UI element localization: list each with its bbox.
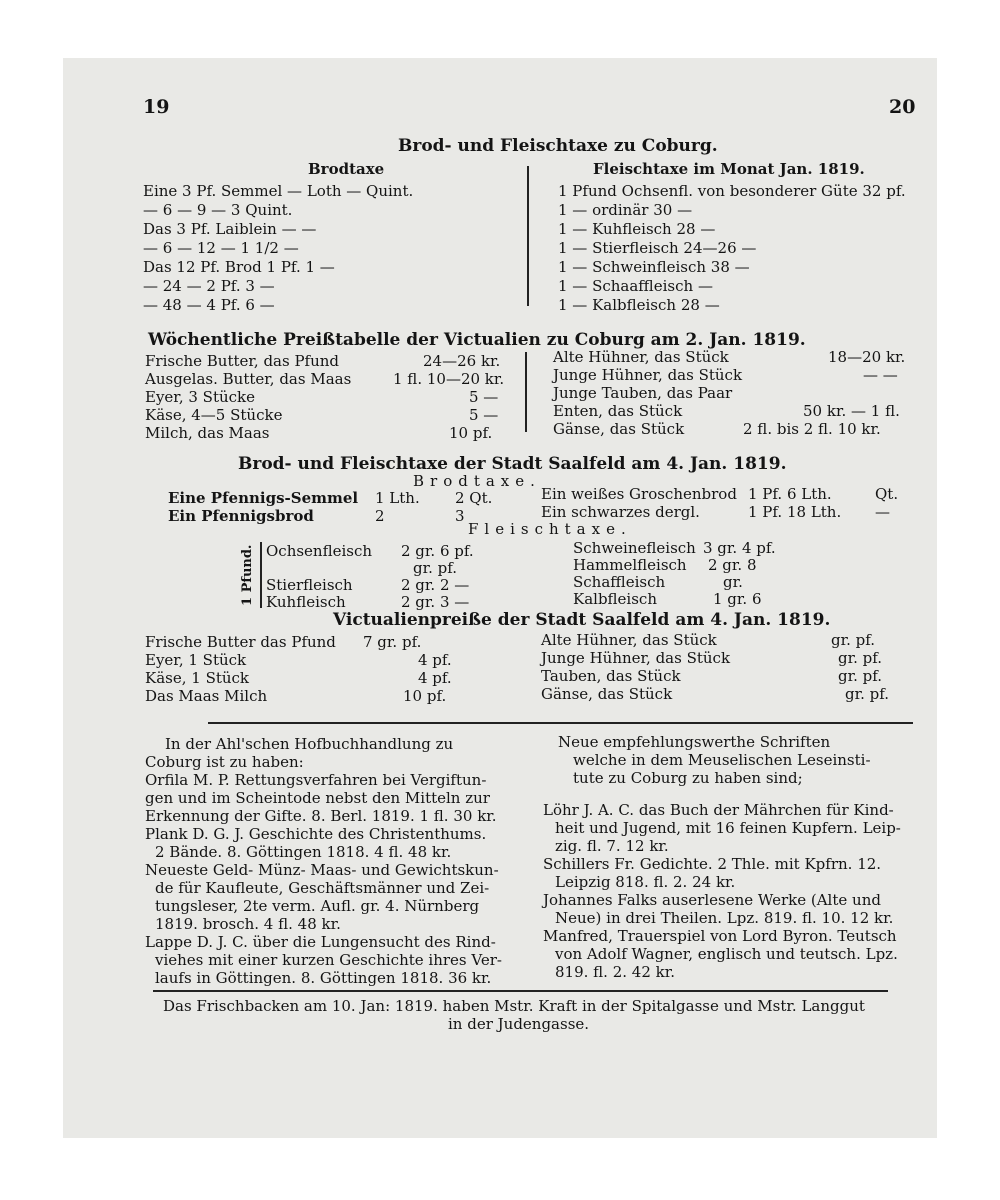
weekly-price: — — bbox=[863, 366, 898, 384]
saalfeld-victuals-title: Victualienpreiße der Stadt Saalfeld am 4. Jan. 1819. bbox=[333, 610, 831, 630]
saalfeld-meat-price: gr. bbox=[723, 573, 743, 591]
victual-price: 4 pf. bbox=[418, 669, 452, 687]
saalfeld-bread-item: Ein Pfennigsbrod bbox=[168, 507, 314, 525]
pfund-label: 1 Pfund. bbox=[240, 544, 255, 606]
book-ad-line: tute zu Coburg zu haben sind; bbox=[573, 769, 803, 787]
meat-row: 1 — Schweinfleisch 38 — bbox=[558, 258, 750, 276]
coburg-weekly-title: Wöchentliche Preißtabelle der Victualien zu Coburg am 2. Jan. 1819. bbox=[148, 330, 806, 350]
section-rule bbox=[208, 722, 913, 724]
book-ad-line: Lappe D. J. C. über die Lungensucht des Rind- bbox=[145, 933, 496, 951]
saalfeld-bread-v2: 2 Qt. bbox=[455, 489, 493, 507]
coburg-tax-title: Brod- und Fleischtaxe zu Coburg. bbox=[398, 136, 718, 156]
weekly-item: Junge Tauben, das Paar bbox=[553, 384, 733, 402]
weekly-price: 50 kr. — 1 fl. bbox=[803, 402, 900, 420]
victual-price: 10 pf. bbox=[403, 687, 447, 705]
victual-price: gr. pf. bbox=[831, 631, 876, 649]
saalfeld-meat-heading: Fleischtaxe. bbox=[468, 520, 632, 538]
saalfeld-meat-item: Kalbfleisch bbox=[573, 590, 657, 608]
victual-item: Eyer, 1 Stück bbox=[145, 651, 247, 669]
victual-price: 7 gr. pf. bbox=[363, 633, 422, 651]
saalfeld-meat-price: 1 gr. 6 bbox=[713, 590, 762, 608]
saalfeld-meat-item: Schaffleisch bbox=[573, 573, 666, 591]
saalfeld-meat-item: Stierfleisch bbox=[266, 576, 353, 594]
book-ad-line: In der Ahl'schen Hofbuchhandlung zu bbox=[165, 735, 454, 753]
book-ad-line: Schillers Fr. Gedichte. 2 Thle. mit Kpfrn. 12. bbox=[543, 855, 882, 873]
weekly-price: 5 — bbox=[469, 406, 499, 424]
weekly-price: 5 — bbox=[469, 388, 499, 406]
meat-row: 1 — Stierfleisch 24—26 — bbox=[558, 239, 757, 257]
victual-price: gr. pf. bbox=[838, 649, 883, 667]
saalfeld-bread-v1: 1 Pf. 18 Lth. bbox=[748, 503, 842, 521]
column-divider bbox=[525, 352, 527, 432]
meat-row: 1 — ordinär 30 — bbox=[558, 201, 693, 219]
saalfeld-meat-item: Schweinefleisch bbox=[573, 539, 696, 557]
saalfeld-bread-item: Ein schwarzes dergl. bbox=[541, 503, 700, 521]
saalfeld-bread-heading: Brodtaxe. bbox=[413, 472, 541, 490]
bread-row: Eine 3 Pf. Semmel — Loth — Quint. bbox=[143, 182, 414, 200]
victual-price: 4 pf. bbox=[418, 651, 452, 669]
weekly-item: Frische Butter, das Pfund bbox=[145, 352, 340, 370]
bread-row: Das 12 Pf. Brod 1 Pf. 1 — bbox=[143, 258, 335, 276]
baking-notice: Das Frischbacken am 10. Jan: 1819. haben Mstr. Kraft in der Spitalgasse und Mstr. Langgut bbox=[163, 997, 865, 1015]
book-ad-line: Erkennung der Gifte. 8. Berl. 1819. 1 fl. 30 kr. bbox=[145, 807, 497, 825]
weekly-item: Alte Hühner, das Stück bbox=[553, 348, 729, 366]
saalfeld-bread-item: Ein weißes Groschenbrod bbox=[541, 485, 737, 503]
saalfeld-meat-item: Hammelfleisch bbox=[573, 556, 687, 574]
book-ad-line: Plank D. G. J. Geschichte des Christenthums. bbox=[145, 825, 487, 843]
weekly-price: 2 fl. bis 2 fl. 10 kr. bbox=[743, 420, 881, 438]
weekly-price: 1 fl. 10—20 kr. bbox=[393, 370, 505, 388]
meat-row: 1 — Kuhfleisch 28 — bbox=[558, 220, 716, 238]
victual-item: Junge Hühner, das Stück bbox=[541, 649, 731, 667]
saalfeld-meat-price: 3 gr. 4 pf. bbox=[703, 539, 776, 557]
book-ad-line: 819. fl. 2. 42 kr. bbox=[555, 963, 676, 981]
book-ad-line: zig. fl. 7. 12 kr. bbox=[555, 837, 669, 855]
saalfeld-meat-item: Ochsenfleisch bbox=[266, 542, 373, 560]
victual-item: Frische Butter das Pfund bbox=[145, 633, 336, 651]
saalfeld-tax-title: Brod- und Fleischtaxe der Stadt Saalfeld am 4. Jan. 1819. bbox=[238, 454, 787, 474]
bread-row: — 6 — 9 — 3 Quint. bbox=[143, 201, 293, 219]
bread-row: Das 3 Pf. Laiblein — — bbox=[143, 220, 317, 238]
victual-item: Tauben, das Stück bbox=[541, 667, 681, 685]
bread-row: — 6 — 12 — 1 1/2 — bbox=[143, 239, 299, 257]
meat-row: 1 Pfund Ochsenfl. von besonderer Güte 32 pf. bbox=[558, 182, 906, 200]
book-ad-line: tungsleser, 2te verm. Aufl. gr. 4. Nürnberg bbox=[155, 897, 480, 915]
bread-tax-heading: Brodtaxe bbox=[308, 160, 385, 178]
saalfeld-meat-price: 2 gr. 2 — bbox=[401, 576, 470, 594]
footer-rule bbox=[153, 990, 888, 992]
book-ad-line: Orfila M. P. Rettungsverfahren bei Vergiftun- bbox=[145, 771, 487, 789]
book-ad-line: de für Kaufleute, Geschäftsmänner und Zei- bbox=[155, 879, 490, 897]
weekly-item: Gänse, das Stück bbox=[553, 420, 685, 438]
victual-price: gr. pf. bbox=[845, 685, 890, 703]
book-ad-line: von Adolf Wagner, englisch und teutsch. Lpz. bbox=[555, 945, 898, 963]
weekly-item: Enten, das Stück bbox=[553, 402, 683, 420]
bread-row: — 48 — 4 Pf. 6 — bbox=[143, 296, 275, 314]
weekly-price: 24—26 kr. bbox=[423, 352, 501, 370]
book-ad-line: Coburg ist zu haben: bbox=[145, 753, 304, 771]
saalfeld-bread-item: Eine Pfennigs-Semmel bbox=[168, 489, 359, 507]
victual-item: Käse, 1 Stück bbox=[145, 669, 250, 687]
weekly-item: Milch, das Maas bbox=[145, 424, 270, 442]
saalfeld-bread-v1: 1 Lth. bbox=[375, 489, 420, 507]
book-ad-line: Johannes Falks auserlesene Werke (Alte und bbox=[543, 891, 881, 909]
baking-notice-cont: in der Judengasse. bbox=[448, 1015, 590, 1033]
weekly-item: Ausgelas. Butter, das Maas bbox=[145, 370, 352, 388]
book-ad-line: Leipzig 818. fl. 2. 24 kr. bbox=[555, 873, 736, 891]
book-ad-line: 2 Bände. 8. Göttingen 1818. 4 fl. 48 kr. bbox=[155, 843, 452, 861]
weekly-item: Käse, 4—5 Stücke bbox=[145, 406, 283, 424]
victual-item: Das Maas Milch bbox=[145, 687, 268, 705]
saalfeld-meat-price: 2 gr. 6 pf. bbox=[401, 542, 474, 560]
saalfeld-meat-item: Kuhfleisch bbox=[266, 593, 346, 611]
column-divider bbox=[527, 166, 529, 306]
saalfeld-meat-price: 2 gr. 3 — bbox=[401, 593, 470, 611]
book-ad-line: 1819. brosch. 4 fl. 48 kr. bbox=[155, 915, 341, 933]
victual-item: Gänse, das Stück bbox=[541, 685, 673, 703]
meat-row: 1 — Schaaffleisch — bbox=[558, 277, 713, 295]
book-ad-line: welche in dem Meuselischen Leseinsti- bbox=[573, 751, 871, 769]
book-ad-line: Neue empfehlungswerthe Schriften bbox=[558, 733, 831, 751]
weekly-item: Junge Hühner, das Stück bbox=[553, 366, 743, 384]
bread-row: — 24 — 2 Pf. 3 — bbox=[143, 277, 275, 295]
saalfeld-bread-v1: 2 bbox=[375, 507, 385, 525]
book-ad-line: Löhr J. A. C. das Buch der Mährchen für Kind- bbox=[543, 801, 894, 819]
book-ad-line: Neue) in drei Theilen. Lpz. 819. fl. 10. 12 kr. bbox=[555, 909, 894, 927]
brace-line bbox=[260, 542, 262, 608]
saalfeld-bread-v1: 1 Pf. 6 Lth. bbox=[748, 485, 832, 503]
book-ad-line: viehes mit einer kurzen Geschichte ihres Ver- bbox=[155, 951, 502, 969]
meat-tax-heading: Fleischtaxe im Monat Jan. 1819. bbox=[593, 160, 865, 178]
book-ad-line: heit und Jugend, mit 16 feinen Kupfern. Leip- bbox=[555, 819, 901, 837]
victual-price: gr. pf. bbox=[838, 667, 883, 685]
newspaper-page bbox=[63, 58, 937, 1138]
weekly-price: 18—20 kr. bbox=[828, 348, 906, 366]
book-ad-line: laufs in Göttingen. 8. Göttingen 1818. 36 kr. bbox=[155, 969, 492, 987]
saalfeld-bread-v2: Qt. bbox=[875, 485, 899, 503]
book-ad-line: gen und im Scheintode nebst den Mitteln zur bbox=[145, 789, 490, 807]
meat-row: 1 — Kalbfleisch 28 — bbox=[558, 296, 720, 314]
saalfeld-meat-price: 2 gr. 8 bbox=[708, 556, 757, 574]
weekly-price: 10 pf. bbox=[449, 424, 493, 442]
page-number-left: 19 bbox=[143, 96, 170, 118]
book-ad-line: Neueste Geld- Münz- Maas- und Gewichtskun- bbox=[145, 861, 499, 879]
saalfeld-bread-v2: 3 bbox=[455, 507, 465, 525]
page-number-right: 20 bbox=[889, 96, 916, 118]
victual-item: Alte Hühner, das Stück bbox=[541, 631, 717, 649]
weekly-item: Eyer, 3 Stücke bbox=[145, 388, 256, 406]
book-ad-line: Manfred, Trauerspiel von Lord Byron. Teutsch bbox=[543, 927, 897, 945]
saalfeld-bread-v2: — bbox=[875, 503, 890, 521]
saalfeld-meat-price: gr. pf. bbox=[413, 559, 458, 577]
